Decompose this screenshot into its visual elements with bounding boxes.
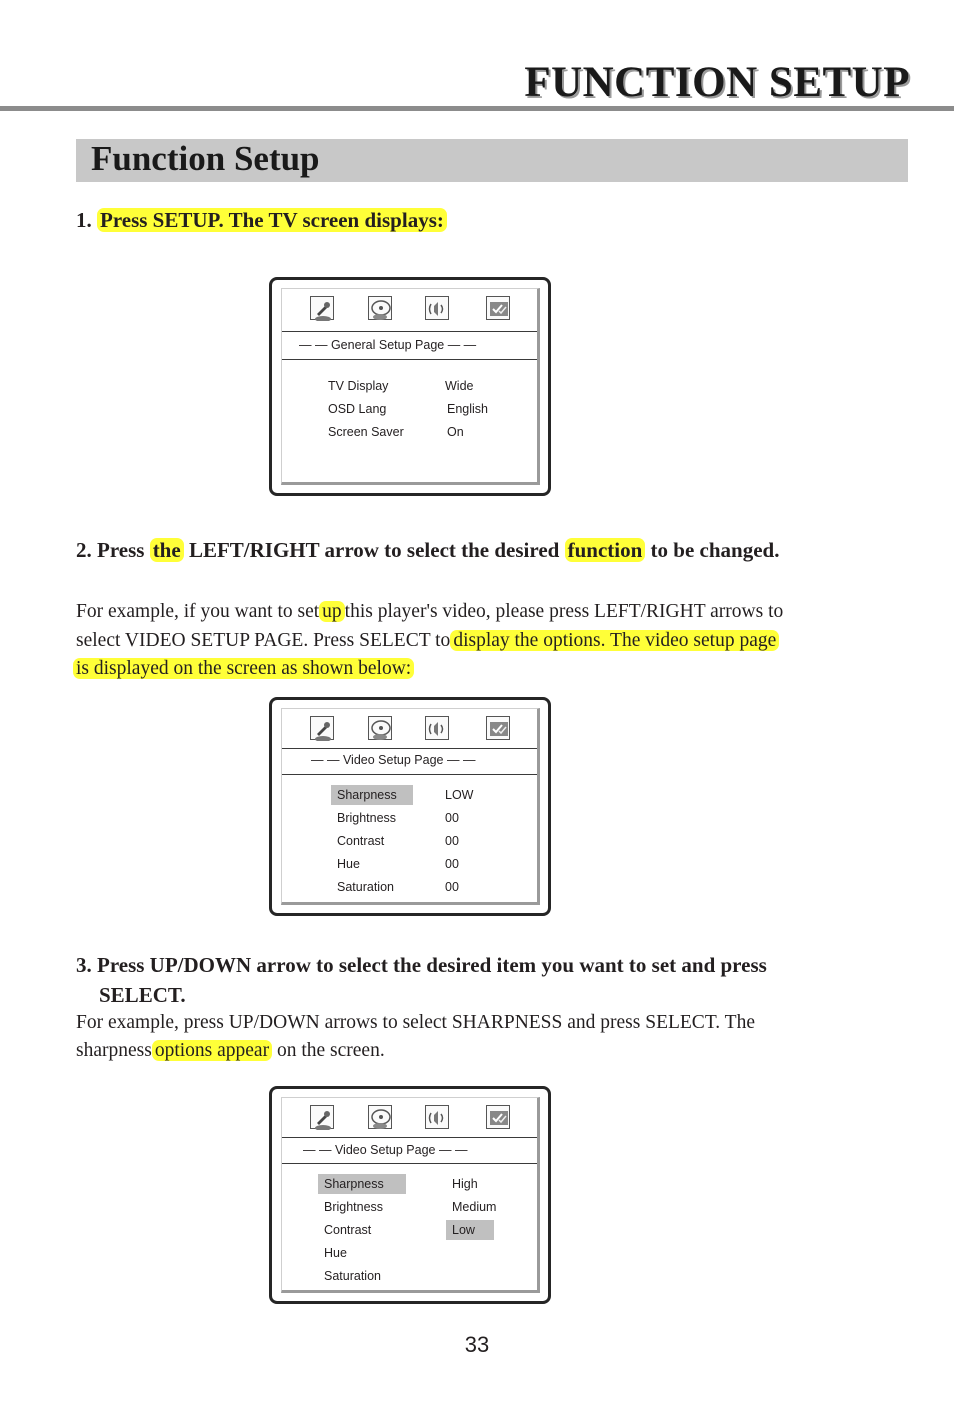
tv-screen-sharpness-options bbox=[269, 1086, 551, 1304]
step-2-highlight: the bbox=[150, 538, 184, 562]
paragraph-line bbox=[76, 627, 779, 655]
menu-item-label: Hue bbox=[324, 1246, 347, 1260]
menu-item-label: OSD Lang bbox=[328, 402, 387, 416]
screen-rule-bottom bbox=[282, 1163, 537, 1164]
option-item-selected: Low bbox=[446, 1220, 494, 1240]
step-1-text: Press SETUP. The TV screen displays: bbox=[97, 208, 447, 232]
menu-item-value: 00 bbox=[445, 811, 459, 825]
step-3-line-1: 3. Press UP/DOWN arrow to select the desired item you want to set and press bbox=[76, 953, 767, 977]
paragraph-text: sharpness bbox=[76, 1040, 152, 1061]
step-2 bbox=[76, 537, 779, 563]
page-header-title: FUNCTION SETUP bbox=[524, 59, 910, 106]
disc-icon bbox=[368, 716, 392, 740]
paragraph-text: select VIDEO SETUP PAGE. Press SELECT to bbox=[76, 630, 451, 651]
disc-icon bbox=[368, 1105, 392, 1129]
tool-icon bbox=[310, 1105, 334, 1129]
paragraph-highlight: up bbox=[319, 601, 345, 622]
checklist-icon bbox=[486, 1105, 510, 1129]
menu-item-label: TV Display bbox=[328, 379, 389, 393]
paragraph-line bbox=[76, 1037, 385, 1065]
menu-item-value: On bbox=[447, 425, 464, 439]
paragraph-highlight: display the options. The video setup page bbox=[450, 630, 779, 651]
header-rule bbox=[0, 106, 954, 111]
menu-item-label-selected: Sharpness bbox=[318, 1174, 406, 1194]
menu-item-label: Contrast bbox=[337, 834, 385, 848]
tv-screen-general-setup bbox=[269, 277, 551, 496]
step-1 bbox=[76, 207, 447, 233]
page-number: 33 bbox=[464, 1332, 490, 1357]
screen-rule-bottom bbox=[282, 359, 537, 360]
menu-item-label: Screen Saver bbox=[328, 425, 404, 439]
step-2-text: 2. Press bbox=[76, 538, 145, 562]
setup-icon-bar bbox=[310, 296, 510, 324]
paragraph-text: on the screen. bbox=[276, 1040, 385, 1061]
disc-icon bbox=[368, 296, 392, 320]
menu-item-label: Saturation bbox=[337, 880, 394, 894]
speaker-icon bbox=[425, 716, 449, 740]
screen-page-title: — — Video Setup Page — — bbox=[303, 1143, 468, 1157]
menu-item-value: Wide bbox=[445, 379, 474, 393]
step-3-line-2: SELECT. bbox=[99, 983, 186, 1007]
tool-icon bbox=[310, 716, 334, 740]
menu-item-value: English bbox=[447, 402, 488, 416]
menu-item-value: 00 bbox=[445, 880, 459, 894]
option-item: High bbox=[452, 1177, 478, 1191]
paragraph-text: this player's video, please press LEFT/RIGHT arrows to bbox=[344, 601, 784, 622]
paragraph-highlight: is displayed on the screen as shown below: bbox=[73, 658, 414, 679]
option-item: Medium bbox=[452, 1200, 497, 1214]
screen-rule-top bbox=[282, 748, 537, 749]
setup-icon-bar bbox=[310, 1105, 510, 1133]
screen-page-title: — — General Setup Page — — bbox=[299, 338, 477, 352]
paragraph-text: For example, if you want to set bbox=[76, 601, 320, 622]
menu-item-label: Contrast bbox=[324, 1223, 372, 1237]
tv-screen-video-setup bbox=[269, 697, 551, 916]
section-title: Function Setup bbox=[91, 139, 320, 178]
checklist-icon bbox=[486, 296, 510, 320]
step-2-highlight: function bbox=[565, 538, 646, 562]
screen-rule-bottom bbox=[282, 774, 537, 775]
step-2-text: to be changed. bbox=[650, 538, 780, 562]
speaker-icon bbox=[425, 296, 449, 320]
tool-icon bbox=[310, 296, 334, 320]
screen-rule-top bbox=[282, 1137, 537, 1138]
menu-item-label-selected: Sharpness bbox=[331, 785, 413, 805]
menu-item-value: 00 bbox=[445, 834, 459, 848]
paragraph-line bbox=[73, 655, 414, 683]
menu-item-value: LOW bbox=[445, 788, 474, 802]
step-1-number: 1. bbox=[76, 208, 92, 232]
setup-icon-bar bbox=[310, 716, 510, 744]
menu-item-label: Hue bbox=[337, 857, 360, 871]
step-2-text: LEFT/RIGHT arrow to select the desired bbox=[188, 538, 560, 562]
menu-item-label: Saturation bbox=[324, 1269, 381, 1283]
checklist-icon bbox=[486, 716, 510, 740]
speaker-icon bbox=[425, 1105, 449, 1129]
menu-item-label: Brightness bbox=[324, 1200, 384, 1214]
menu-item-label: Brightness bbox=[337, 811, 397, 825]
screen-page-title: — — Video Setup Page — — bbox=[311, 753, 476, 767]
paragraph-line bbox=[76, 598, 783, 626]
menu-item-value: 00 bbox=[445, 857, 459, 871]
paragraph-line: For example, press UP/DOWN arrows to select SHARPNESS and press SELECT. The bbox=[76, 1012, 755, 1033]
paragraph-highlight: options appear bbox=[152, 1040, 272, 1061]
screen-rule-top bbox=[282, 331, 537, 332]
